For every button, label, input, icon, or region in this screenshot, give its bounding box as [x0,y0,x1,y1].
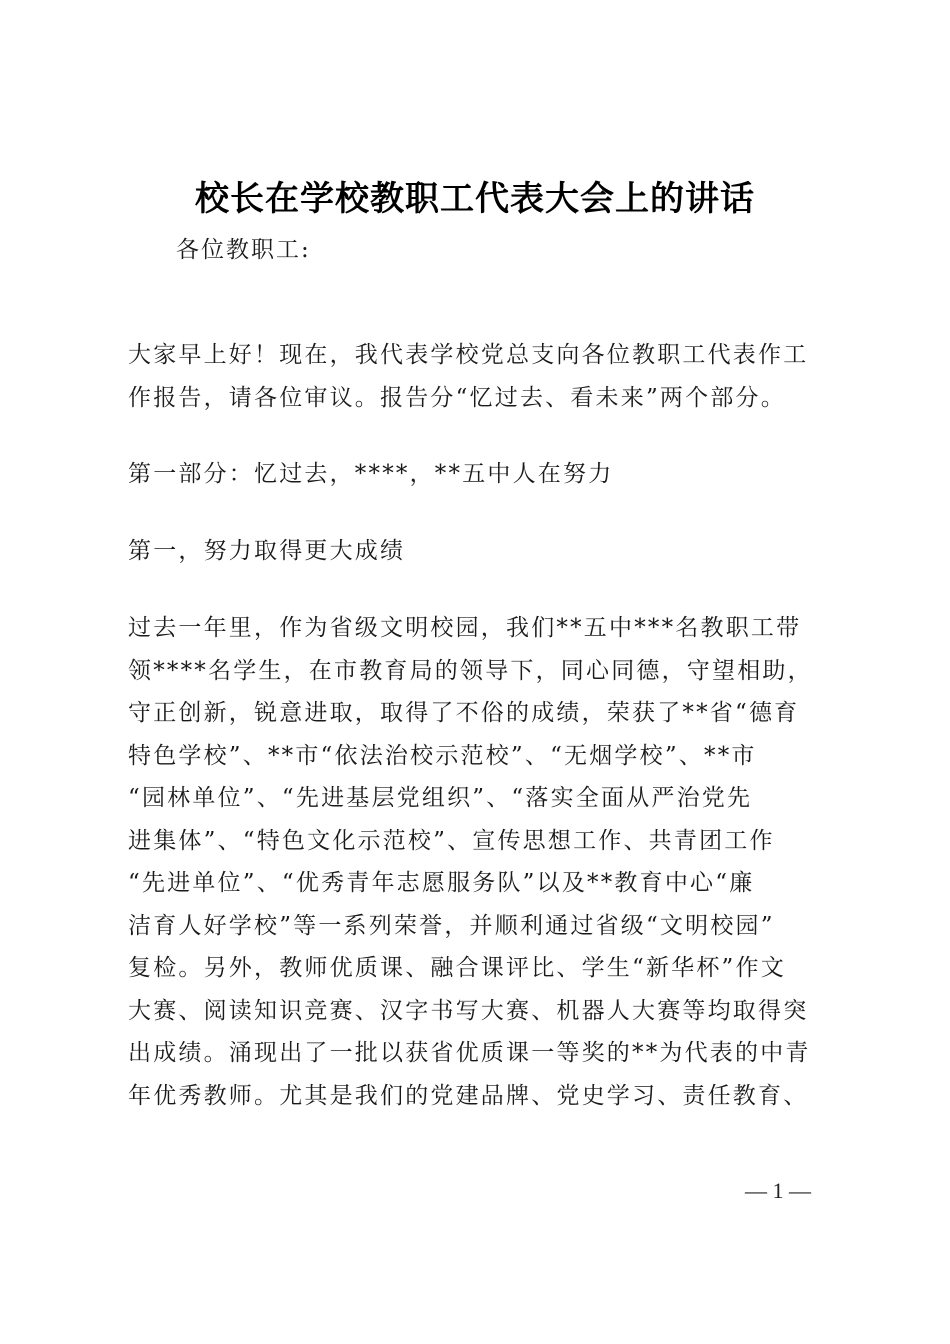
text-line: 第一部分：忆过去，****，**五中人在努力 [128,461,614,487]
text-line: 洁育人好学校”等一系列荣誉，并顺利通过省级“文明校园” [128,912,775,939]
text-line: 大赛、阅读知识竞赛、汉字书写大赛、机器人大赛等均取得突 [128,997,809,1024]
paragraph-achievements [128,607,834,1117]
subsection-heading-first [128,530,834,573]
text-line: 出成绩。涌现出了一批以获省优质课一等奖的**为代表的中青 [128,1040,811,1066]
text-line: 特色学校”、**市“依法治校示范校”、“无烟学校”、**市 [128,742,757,769]
text-line: 守正创新，锐意进取，取得了不俗的成绩，荣获了**省“德育 [128,700,800,726]
text-line: 复检。另外，教师优质课、融合课评比、学生“新华杯”作文 [128,955,786,981]
text-line: 作报告，请各位审议。报告分“忆过去、看未来”两个部分。 [128,384,786,411]
paragraph-intro [128,334,834,419]
text-line: 年优秀教师。尤其是我们的党建品牌、党史学习、责任教育、 [128,1082,809,1109]
document-title: 校长在学校教职工代表大会上的讲话 [195,179,755,219]
text-line: 过去一年里，作为省级文明校园，我们**五中***名教职工带 [128,615,802,641]
text-line: 大家早上好！现在，我代表学校党总支向各位教职工代表作工 [128,342,809,368]
section-heading-part-one [128,453,834,496]
text-line: 第一，努力取得更大成绩 [128,538,406,564]
text-line: 进集体”、“特色文化示范校”、宣传思想工作、共青团工作 [128,827,775,854]
text-line: 领****名学生，在市教育局的领导下，同心同德，守望相助， [128,657,813,684]
page-number: — 1 — [745,1178,811,1203]
text-line: “先进单位”、“优秀青年志愿服务队”以及**教育中心“廉 [128,870,755,896]
text-line: “园林单位”、“先进基层党组织”、“落实全面从严治党先 [128,785,753,811]
salutation: 各位教职工: [176,237,311,263]
